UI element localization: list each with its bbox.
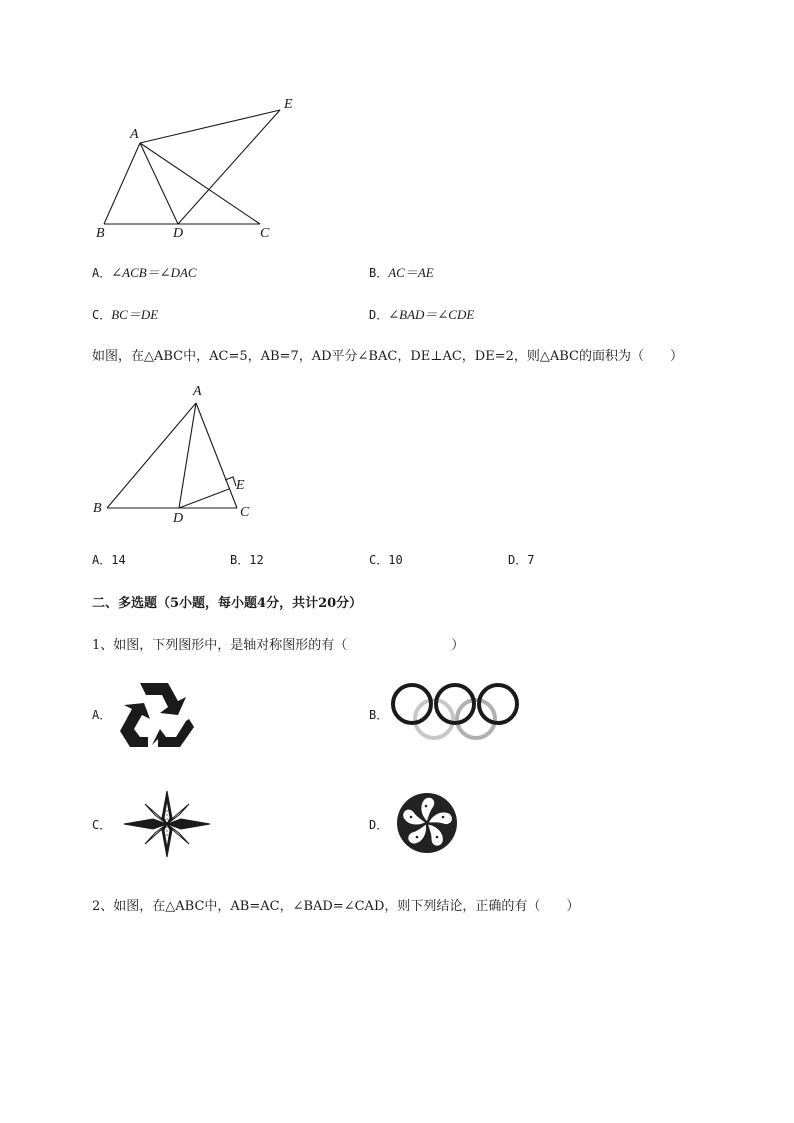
segment-ae (140, 110, 280, 143)
q4-triangle-figure (90, 95, 310, 245)
q5-label-b: B (93, 501, 102, 516)
q4-label-d: D (173, 226, 184, 241)
option-text: BC＝DE (111, 307, 159, 322)
option-text: 12 (249, 553, 264, 567)
m1-stem: 1、如图，下列图形中，是轴对称图形的有（ ） (92, 638, 465, 653)
bauhinia-flower-icon[interactable] (396, 792, 458, 854)
option-letter: B． (369, 266, 389, 280)
segment-ab (107, 403, 196, 508)
olympic-rings-icon[interactable] (390, 682, 520, 744)
q5-label-c: C (240, 505, 250, 520)
q4-label-e: E (284, 97, 293, 112)
q5-option-c[interactable] (369, 551, 403, 568)
q4-option-d[interactable] (369, 304, 474, 323)
option-letter: D． (369, 308, 389, 322)
option-text: ∠ACB＝∠DAC (111, 265, 197, 280)
option-letter: C． (92, 308, 112, 322)
q5-option-d[interactable] (508, 551, 534, 568)
m1-option-c-letter[interactable]: C． (92, 818, 112, 832)
q5-label-e: E (236, 478, 245, 493)
recycle-arrows-icon[interactable] (118, 681, 196, 749)
q5-stem-text: 如图，在△ABC中，AC=5，AB=7，AD平分∠BAC，DE⊥AC，DE=2，则△ABC的面积为（ ） (92, 349, 683, 364)
option-letter: D． (508, 553, 528, 567)
option-letter: B． (230, 553, 250, 567)
segment-ab (104, 143, 140, 224)
q5-option-b[interactable] (230, 551, 264, 568)
option-text: AC＝AE (388, 265, 434, 280)
segment-de (179, 489, 229, 508)
segment-ac (196, 403, 237, 508)
m1-option-d-letter[interactable]: D． (369, 818, 389, 832)
option-text: 7 (527, 553, 535, 567)
m1-option-b-letter[interactable]: B． (369, 708, 389, 722)
q4-option-a[interactable] (92, 262, 197, 281)
segment-ac (140, 143, 260, 224)
q4-label-a: A (130, 127, 139, 142)
option-text: 10 (388, 553, 403, 567)
option-text: 14 (111, 553, 126, 567)
m1-option-a-letter[interactable]: A． (92, 708, 112, 722)
compass-star-icon[interactable] (123, 790, 211, 858)
segment-ad (179, 403, 196, 508)
option-letter: A． (92, 266, 112, 280)
q5-stem (92, 345, 683, 364)
option-letter: C． (369, 553, 389, 567)
q5-label-d: D (173, 511, 184, 526)
section-heading: 二、多选题（5小题，每小题4分，共计20分） (92, 596, 363, 611)
option-text: ∠BAD＝∠CDE (388, 307, 475, 322)
q4-option-b[interactable] (369, 262, 434, 281)
m2-stem: 2、如图，在△ABC中，AB=AC，∠BAD=∠CAD，则下列结论，正确的有（ ） (92, 899, 580, 914)
q4-label-c: C (260, 226, 270, 241)
q4-label-b: B (96, 226, 105, 241)
q5-label-a: A (193, 384, 202, 399)
segment-de (178, 110, 280, 224)
segment-ad (140, 143, 178, 224)
q5-option-a[interactable] (92, 551, 126, 568)
option-letter: A． (92, 553, 112, 567)
q4-option-c[interactable] (92, 304, 158, 323)
